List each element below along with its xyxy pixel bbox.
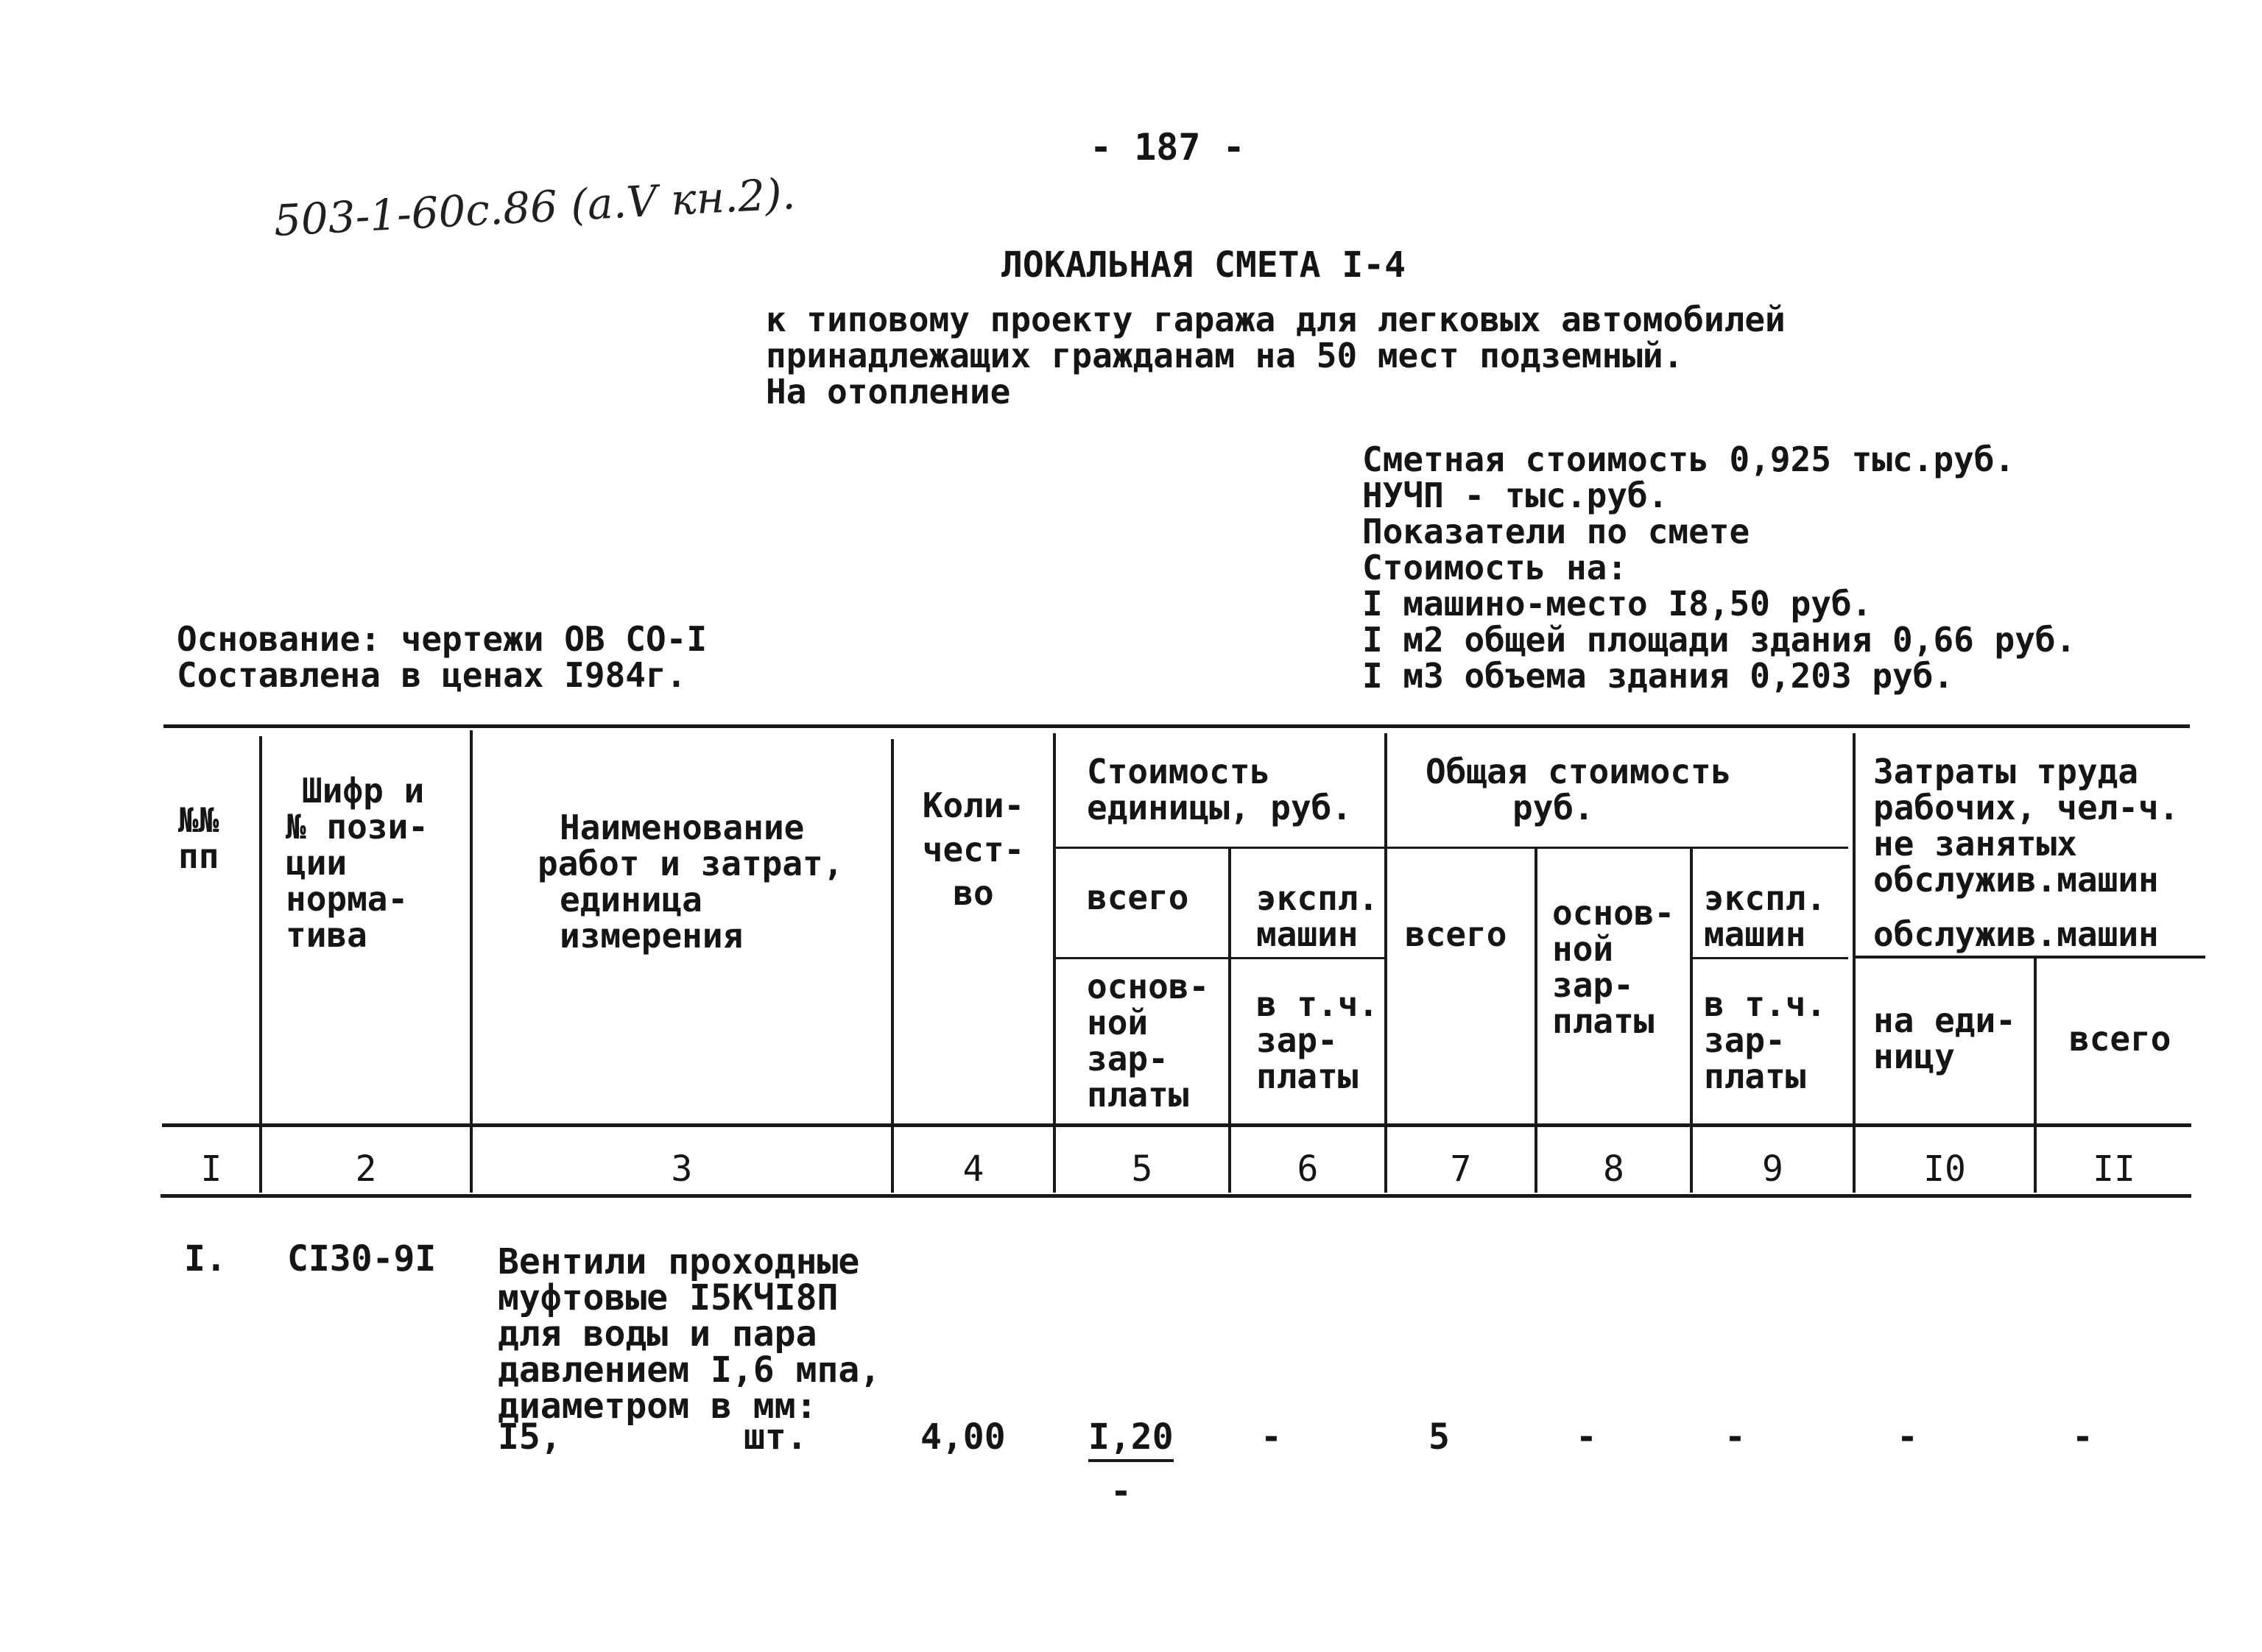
column-number: 3 [671,1148,693,1190]
page-number: - 187 - [1090,126,1245,169]
row-size: I5, [498,1416,562,1458]
table-divider [259,736,262,1193]
labor-subheader-rule [1856,956,2205,959]
row-total: 5 [1428,1416,1450,1458]
header-total-machine: экспл. машин [1704,878,1827,954]
header-unit-wage: основ- ной зар- платы [1087,967,1210,1115]
table-divider [1228,847,1231,1193]
header-total-total: всего [1405,914,1507,954]
header-unit-incl-wage: в т.ч. зар- платы [1256,984,1379,1096]
row-unit: шт. [744,1416,808,1458]
column-number: 7 [1450,1148,1472,1190]
header-labor-per-unit: на еди- ницу [1873,1000,2016,1076]
table-divider [1384,733,1387,1193]
cost-info-block [1362,442,2076,694]
subtitle-line: На отопление [766,372,1011,412]
subtitle-line: принадлежащих гражданам на 50 мест подземный. [766,336,1684,375]
handwritten-note: 503-1-60с.86 (а.V кн.2). [272,168,797,246]
header-labor-total: всего [2069,1019,2171,1059]
cost-info-line: I м3 объема здания 0,203 руб. [1362,656,1954,696]
table-divider [470,730,473,1193]
row-total-machine: - [1724,1416,1746,1458]
header-col-code: Шифр и № пози- ции норма- тива [286,771,429,955]
header-unit-total: всего [1087,878,1189,917]
row-quantity: 4,00 [920,1416,1006,1458]
row-number: I. [184,1238,227,1279]
row-code: СI30-9I [287,1238,437,1279]
column-number: I0 [1923,1148,1966,1190]
table-divider [1690,847,1693,1193]
header-unit-cost: Стоимость единицы, руб. [1087,752,1353,827]
document-subtitle [766,302,1786,410]
row-name: Вентили проходные муфтовые I5КЧI8П для воды и пара давлением I,6 мпа, диаметром в мм: [498,1241,881,1427]
total-machine-mid-rule [1690,957,1848,959]
cost-subheader-rule [1053,847,1848,849]
basis-line: Составлена в ценах I984г. [177,655,687,695]
column-numbers-rule [161,1194,2191,1198]
header-col-quantity: Коли- чест- во [922,786,1025,913]
basis-block [177,621,707,693]
cost-info-line: I м2 общей площади здания 0,66 руб. [1362,620,2076,660]
column-number: I [200,1148,222,1190]
header-bottom-rule [162,1123,2191,1127]
row-unit-cost-machine: - [1261,1416,1282,1458]
cost-info-line: Стоимость на: [1362,548,1628,587]
header-total-cost: Общая стоимость руб. [1426,752,1732,827]
column-number: 2 [355,1148,377,1190]
header-total-wage: основ- ной зар- платы [1552,893,1675,1041]
cost-info-line: НУЧП - тыс.руб. [1362,476,1669,515]
table-divider [1053,733,1056,1193]
column-number: 9 [1762,1148,1783,1190]
row-labor-total: - [2072,1416,2093,1458]
row-total-wage: - [1576,1416,1597,1458]
header-col-name: Наименование работ и затрат, единица измерения [538,808,844,956]
row-unit-cost-wage: - [1110,1471,1132,1512]
header-total-incl-wage: в т.ч. зар- платы [1704,984,1827,1096]
column-number: II [2093,1148,2135,1190]
unit-cost-mid-rule [1053,957,1384,959]
column-number: 6 [1297,1148,1319,1190]
header-unit-machine: экспл. машин [1256,878,1379,954]
cost-info-line: Показатели по смете [1362,512,1750,551]
basis-line: Основание: чертежи ОВ СО-I [177,619,708,659]
cost-info-line: Сметная стоимость 0,925 тыс.руб. [1362,440,2015,479]
table-divider [1535,847,1537,1193]
subtitle-line: к типовому проекту гаража для легковых автомобилей [766,300,1786,339]
header-labor: Затраты труда рабочих, чел-ч. не занятых обслужив.машин [1873,752,2180,900]
row-unit-cost-total: I,20 [1088,1419,1174,1462]
header-labor-sub: обслужив.машин [1873,914,2159,954]
table-divider [891,739,894,1193]
document-title: ЛОКАЛЬНАЯ СМЕТА I-4 [1001,244,1406,286]
header-col-number: №№ пп [178,800,219,876]
column-number: 4 [962,1148,984,1190]
column-number: 5 [1131,1148,1153,1190]
table-top-rule [163,724,2190,728]
column-number: 8 [1603,1148,1624,1190]
row-labor-per-unit: - [1897,1416,1918,1458]
table-divider [1853,733,1856,1193]
cost-info-line: I машино-место I8,50 руб. [1362,584,1872,624]
